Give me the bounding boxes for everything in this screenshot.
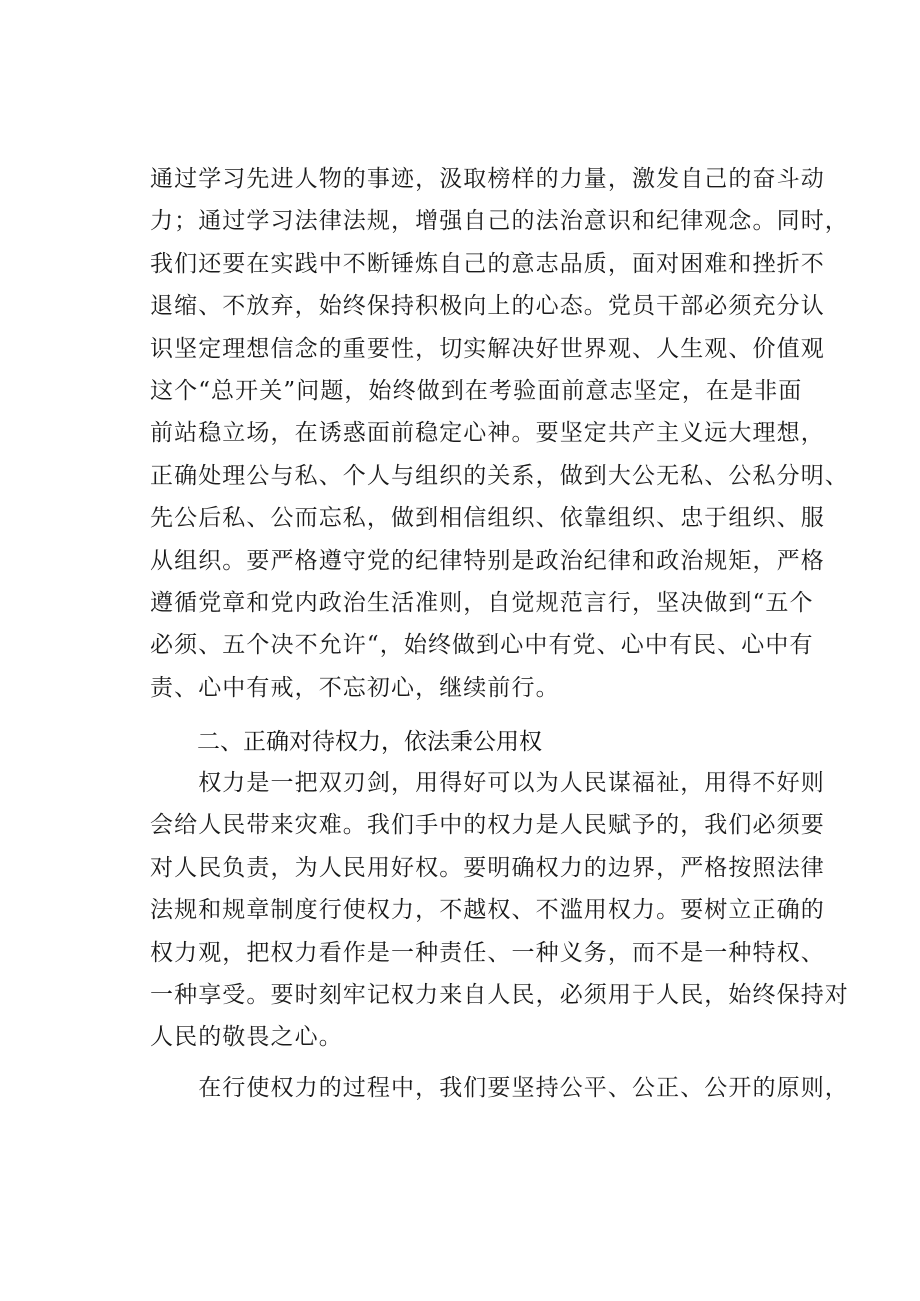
- paragraph-1: [150, 158, 849, 709]
- text-line: 识坚定理想信念的重要性，切实解决好世界观、人生观、价值观: [150, 335, 825, 362]
- text-line: 法规和规章制度行使权力，不越权、不滥用权力。要树立正确的: [150, 897, 825, 924]
- text-line: 权力是一把双刃剑，用得好可以为人民谋福祉，用得不好则: [150, 770, 825, 796]
- section-heading: 二、正确对待权力，依法秉公用权: [197, 729, 542, 755]
- text-line: 我们还要在实践中不断锤炼自己的意志品质，面对困难和挫折不: [150, 250, 825, 277]
- text-line: 会给人民带来灾难。我们手中的权力是人民赋予的，我们必须要: [150, 812, 825, 839]
- text-line: 人民的敬畏之心。: [150, 1024, 343, 1051]
- text-line: 退缩、不放弃，始终保持积极向上的心态。党员干部必须充分认: [150, 293, 825, 320]
- text-line: 前站稳立场，在诱惑面前稳定心神。要坚定共产主义远大理想，: [150, 420, 825, 447]
- text-line: 力；通过学习法律法规，增强自己的法治意识和纪律观念。同时，: [150, 208, 849, 235]
- paragraph-3: [150, 1067, 849, 1109]
- text-line: 正确处理公与私、个人与组织的关系，做到大公无私、公私分明、: [150, 462, 849, 489]
- text-line: 先公后私、公而忘私，做到相信组织、依靠组织、忠于组织、服: [150, 505, 825, 532]
- text-line: 对人民负责，为人民用好权。要明确权力的边界，严格按照法律: [150, 854, 825, 881]
- text-line: 一种享受。要时刻牢记权力来自人民，必须用于人民，始终保持对: [150, 981, 849, 1008]
- text-line: 通过学习先进人物的事迹，汲取榜样的力量，激发自己的奋斗动: [150, 166, 825, 192]
- text-line: 必须、五个决不允许“，始终做到心中有党、心中有民、心中有: [150, 632, 814, 659]
- text-line: 责、心中有戒，不忘初心，继续前行。: [150, 674, 560, 701]
- text-line: 权力观，把权力看作是一种责任、一种义务，而不是一种特权、: [150, 939, 825, 966]
- text-line: 在行使权力的过程中，我们要坚持公平、公正、公开的原则，: [150, 1075, 849, 1101]
- text-line: 这个“总开关”问题，始终做到在考验面前意志坚定，在是非面: [150, 377, 803, 404]
- text-line: 遵循党章和党内政治生活准则，自觉规范言行，坚决做到“五个: [150, 589, 814, 616]
- text-line: 从组织。要严格遵守党的纪律特别是政治纪律和政治规矩，严格: [150, 547, 825, 574]
- paragraph-2: [150, 762, 849, 1059]
